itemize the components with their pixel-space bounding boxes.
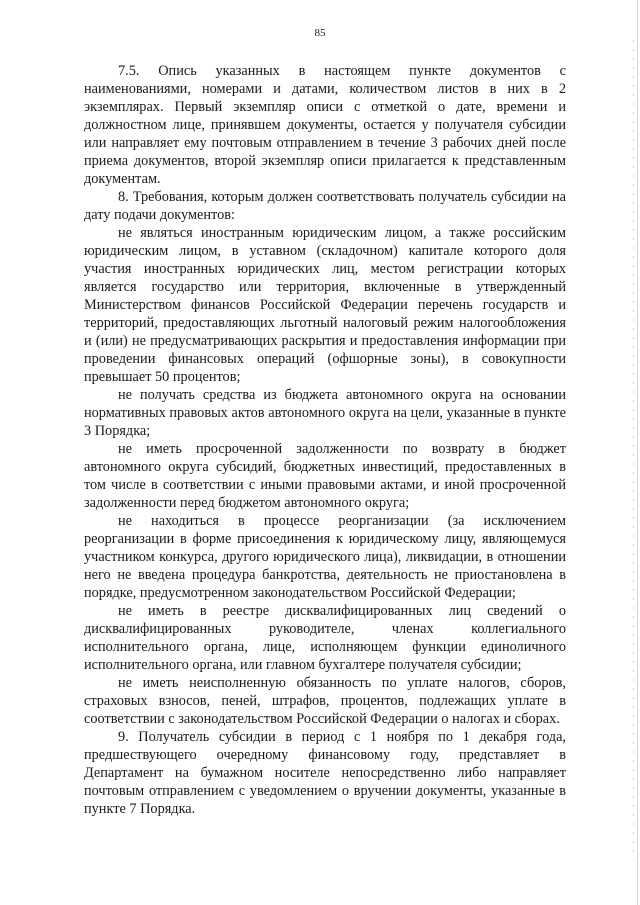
document-body bbox=[84, 62, 566, 818]
requirement-no-disqualified-persons: не иметь в реестре дисквалифицированных лиц сведений о дисквалифицированных руководителе, членах коллегиального исполнительного органа, лице, исполняющем функции единоличного исполнительного органа, или главном бухгалтере получателя субсидии; bbox=[84, 603, 566, 673]
paragraph-9: 9. Получатель субсидии в период с 1 ноября по 1 декабря года, предшествующего очередному финансовому году, представляет в Департамент на бумажном носителе непосредственно либо направляет почтовым отправлением с уведомлением о вручении документы, указанные в пункте 7 Порядка. bbox=[84, 729, 566, 817]
requirement-no-overdue-debt: не иметь просроченной задолженности по возврату в бюджет автономного округа субсидий, бюджетных инвестиций, предоставленных в том числе в соответствии с иными правовыми актами, и иной просроченной задолженности перед бюджетом автономного округа; bbox=[84, 441, 566, 511]
requirement-no-reorganization: не находиться в процессе реорганизации (за исключением реорганизации в форме присоединения к юридическому лицу, являющемуся участником конкурса, другого юридического лица), ликвидации, в отношении него не введена процедура банкротства, деятельность не приостановлена в порядке, предусмотренном законодательством Российской Федерации; bbox=[84, 513, 566, 601]
requirement-no-budget-funds: не получать средства из бюджета автономного округа на основании нормативных правовых актов автономного округа на цели, указанные в пункте 3 Порядка; bbox=[84, 387, 566, 439]
requirement-no-tax-obligations: не иметь неисполненную обязанность по уплате налогов, сборов, страховых взносов, пеней, штрафов, процентов, подлежащих уплате в соответствии с законодательством Российской Федерации о налогах и сборах. bbox=[84, 675, 566, 727]
paragraph-8: 8. Требования, которым должен соответствовать получатель субсидии на дату подачи документов: bbox=[84, 189, 566, 223]
page-number: 85 bbox=[314, 27, 326, 39]
requirement-not-foreign-entity: не являться иностранным юридическим лицом, а также российским юридическим лицом, в уставном (складочном) капитале которого доля участия иностранных юридических лиц, местом регистрации которых является государство или территория, включенные в утвержденный Министерством финансов Российской Федерации перечень государств и территорий, предоставляющих льготный налоговый режим налогообложения и (или) не предусматривающих раскрытия и предоставления информации при проведении финансовых операций (офшорные зоны), в совокупности превышает 50 процентов; bbox=[84, 225, 566, 385]
paragraph-7-5: 7.5. Опись указанных в настоящем пункте документов с наименованиями, номерами и датами, количеством листов в них в 2 экземплярах. Первый экземпляр описи с отметкой о дате, времени и должностном лице, принявшем документы, остается у получателя субсидии или направляет ему почтовым отправлением в течение 3 рабочих дней после приема документов, второй экземпляр описи прилагается к представленным документам. bbox=[84, 63, 566, 187]
scan-edge-marks bbox=[633, 40, 634, 860]
scan-edge-line bbox=[637, 0, 638, 905]
